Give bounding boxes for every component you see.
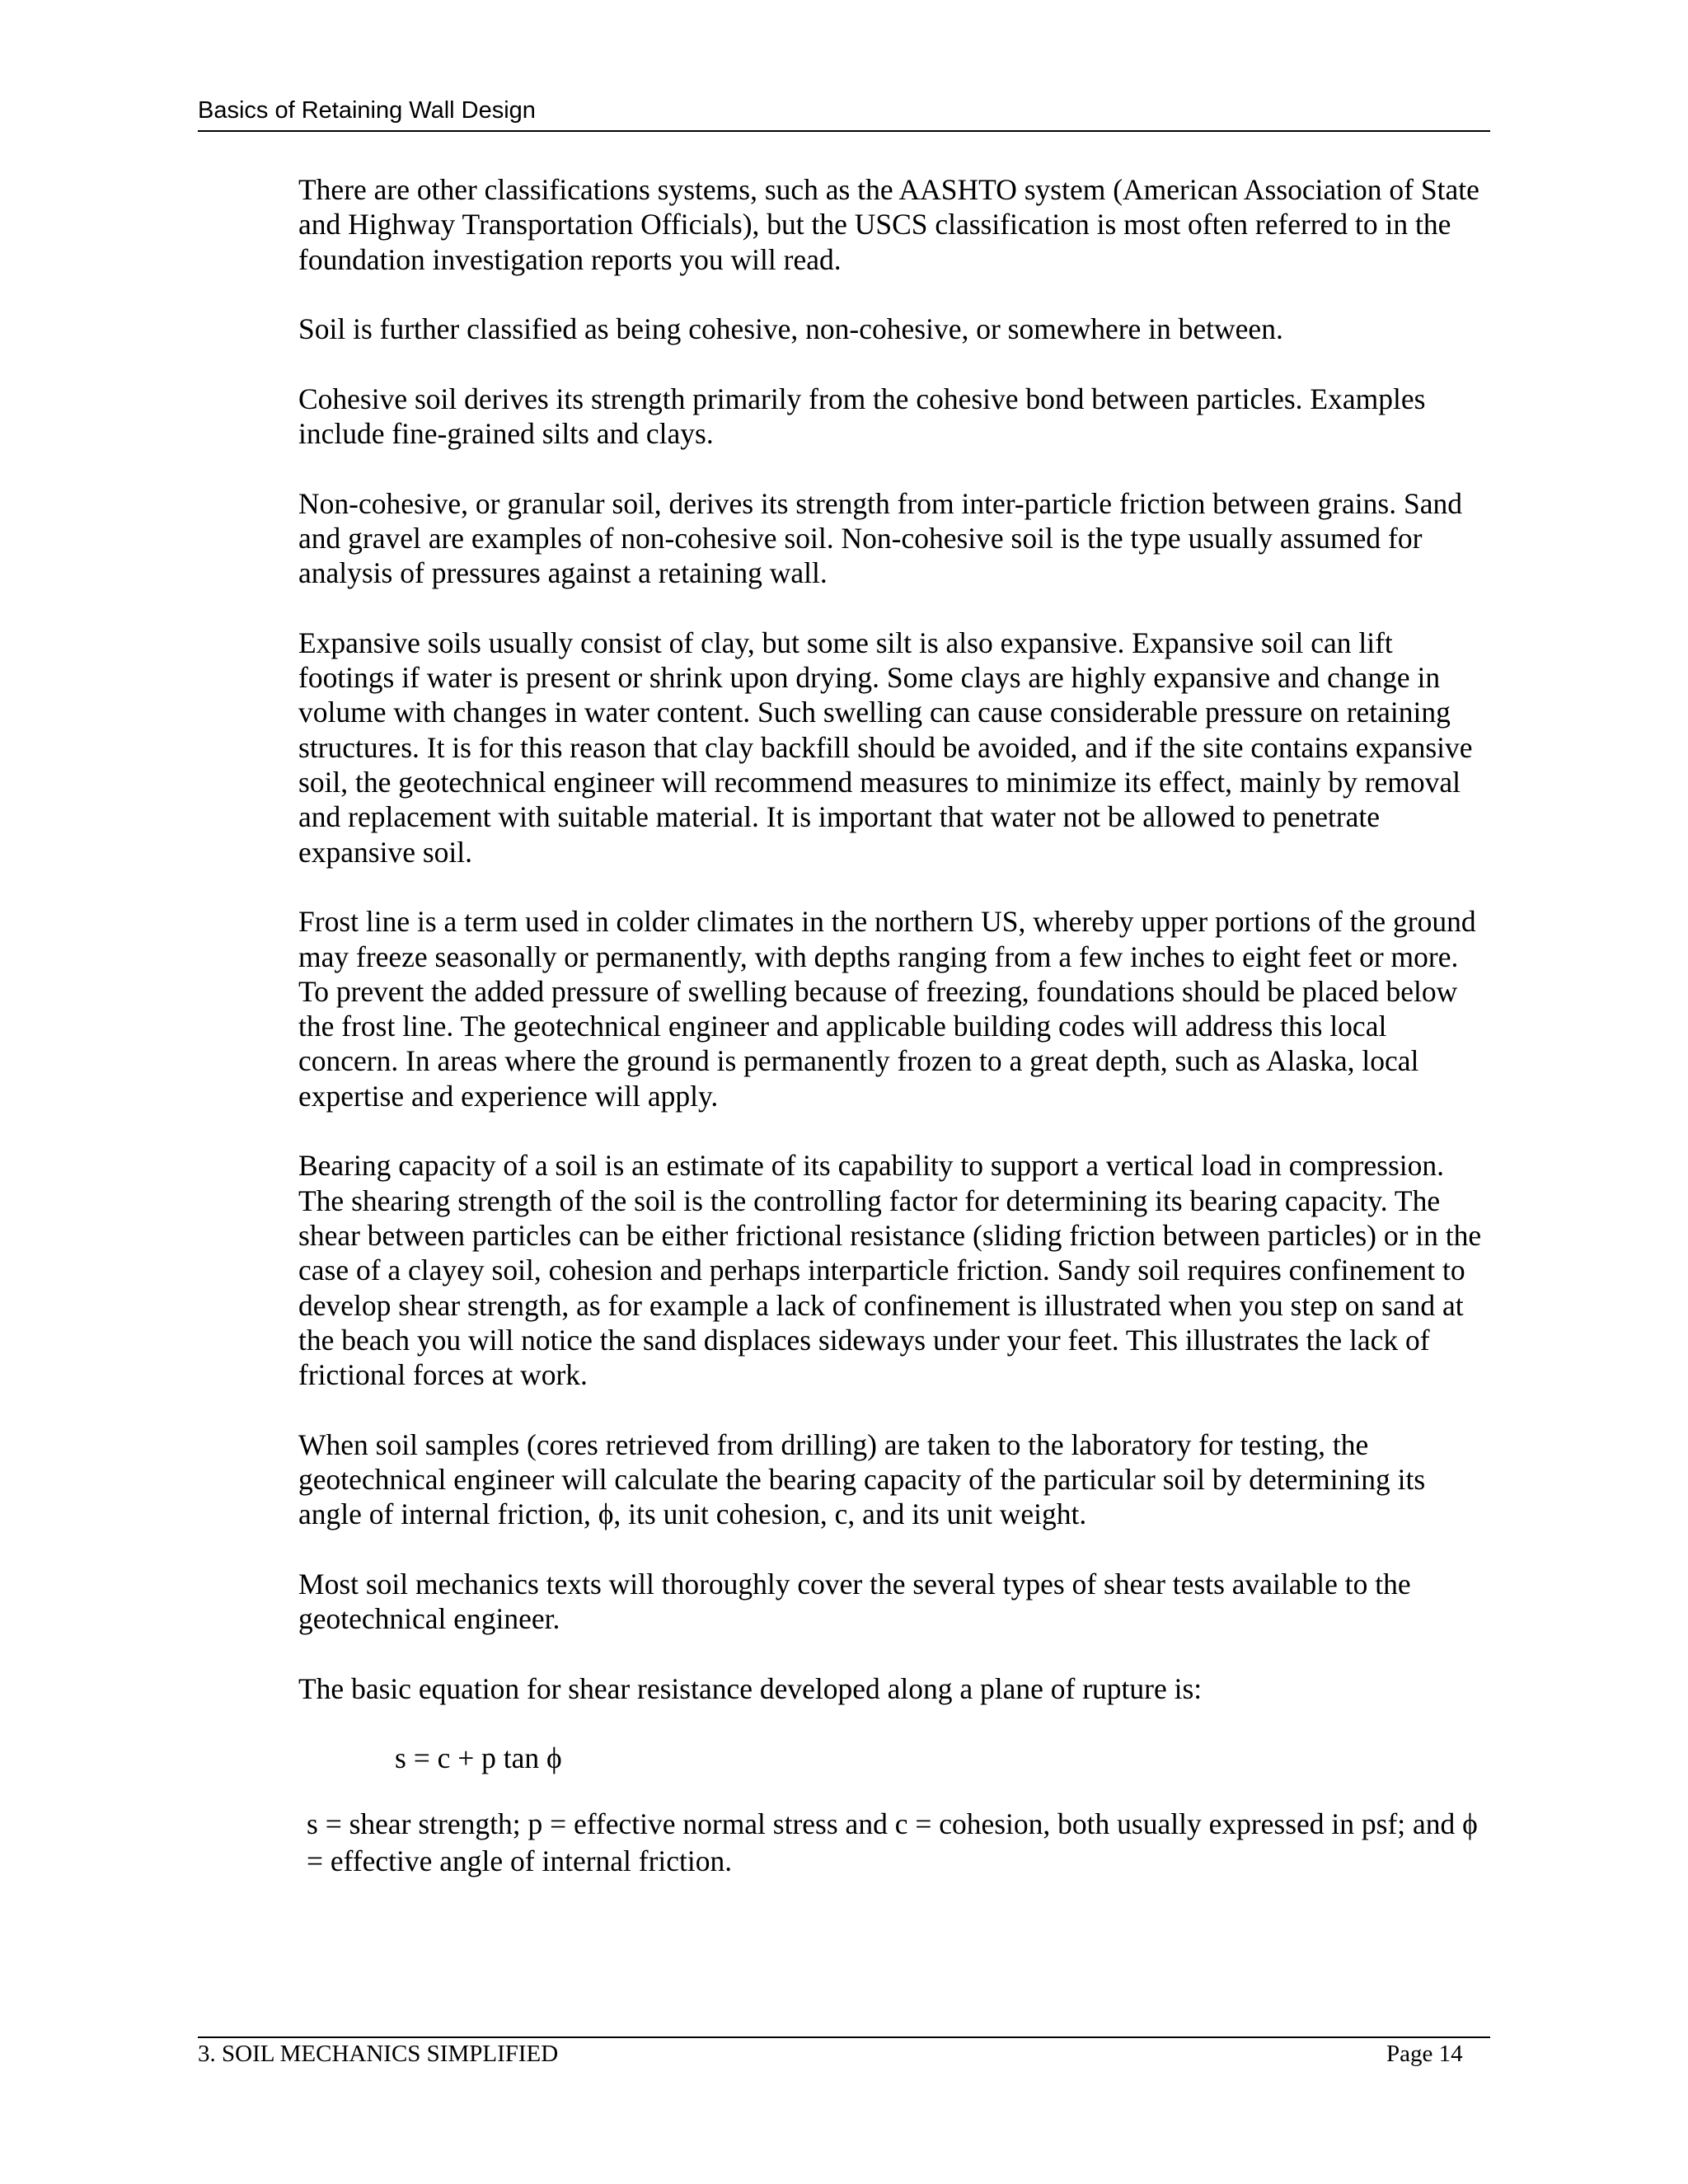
paragraph-frost-line: Frost line is a term used in colder climates in the northern US, whereby upper portions of the ground may freeze seasonally or permanently, with depths ranging from a few inches to eight feet or more. To prevent the added pressure of swelling because of freezing, foundations should be placed below the frost line. The geotechnical engineer and applicable building codes will address this local concern. In areas where the ground is permanently frozen to a great depth, such as Alaska, local expertise and experience will apply.	[298, 905, 1476, 1113]
paragraph-expansive-soils: Expansive soils usually consist of clay, but some silt is also expansive. Expansive soil can lift footings if water is present or shrink upon drying. Some clays are highly expansive and change in volume with changes in water content. Such swelling can cause considerable pressure on retaining structures. It is for this reason that clay backfill should be avoided, and if the site contains expansive soil, the geotechnical engineer will recommend measures to minimize its effect, mainly by removal and replacement with suitable material. It is important that water not be allowed to penetrate expansive soil.	[298, 626, 1473, 869]
equation-definitions: s = shear strength; p = effective normal stress and c = cohesion, both usually expressed in psf; and ϕ = effective angle of internal friction.	[307, 1807, 1478, 1877]
paragraph-cohesive-classification: Soil is further classified as being cohesive, non-cohesive, or somewhere in between.	[298, 312, 1283, 346]
footer-rule	[198, 2036, 1490, 2038]
paragraph-bearing-capacity: Bearing capacity of a soil is an estimate of its capability to support a vertical load in compression. The shearing strength of the soil is the controlling factor for determining its bearing capacity. The shear between particles can be either frictional resistance (sliding friction between particles) or in the case of a clayey soil, cohesion and perhaps interparticle friction. Sandy soil requires confinement to develop shear strength, as for example a lack of confinement is illustrated when you step on sand at the beach you will notice the sand displaces sideways under your feet. This illustrates the lack of frictional forces at work.	[298, 1149, 1482, 1392]
paragraph-shear-tests: Most soil mechanics texts will thoroughly cover the several types of shear tests available to the geotechnical engineer.	[298, 1567, 1411, 1636]
paragraph-non-cohesive-soil: Non-cohesive, or granular soil, derives its strength from inter-particle friction between grains. Sand and gravel are examples of non-cohesive soil. Non-cohesive soil is the type usually assumed for analysis of pressures against a retaining wall.	[298, 486, 1462, 590]
paragraph-equation-intro: The basic equation for shear resistance developed along a plane of rupture is:	[298, 1671, 1203, 1705]
running-header: Basics of Retaining Wall Design	[198, 97, 536, 124]
footer-chapter: 3. SOIL MECHANICS SIMPLIFIED	[198, 2041, 559, 2067]
paragraph-classification-systems: There are other classifications systems, such as the AASHTO system (American Association of State and Highway Transportation Officials), but the USCS classification is most often referred to in the foundation investigation reports you will read.	[298, 173, 1479, 276]
page-number: Page 14	[1386, 2041, 1463, 2067]
header-rule	[198, 130, 1490, 132]
body-text	[298, 172, 1493, 1880]
paragraph-soil-samples: When soil samples (cores retrieved from drilling) are taken to the laboratory for testing, the geotechnical engineer will calculate the bearing capacity of the particular soil by determining its angle of internal friction, ϕ, its unit cohesion, c, and its unit weight.	[298, 1427, 1426, 1531]
shear-equation: s = c + p tan ϕ	[395, 1741, 562, 1775]
paragraph-cohesive-soil: Cohesive soil derives its strength primarily from the cohesive bond between particles. Examples include fine-grained silts and clays.	[298, 382, 1426, 451]
